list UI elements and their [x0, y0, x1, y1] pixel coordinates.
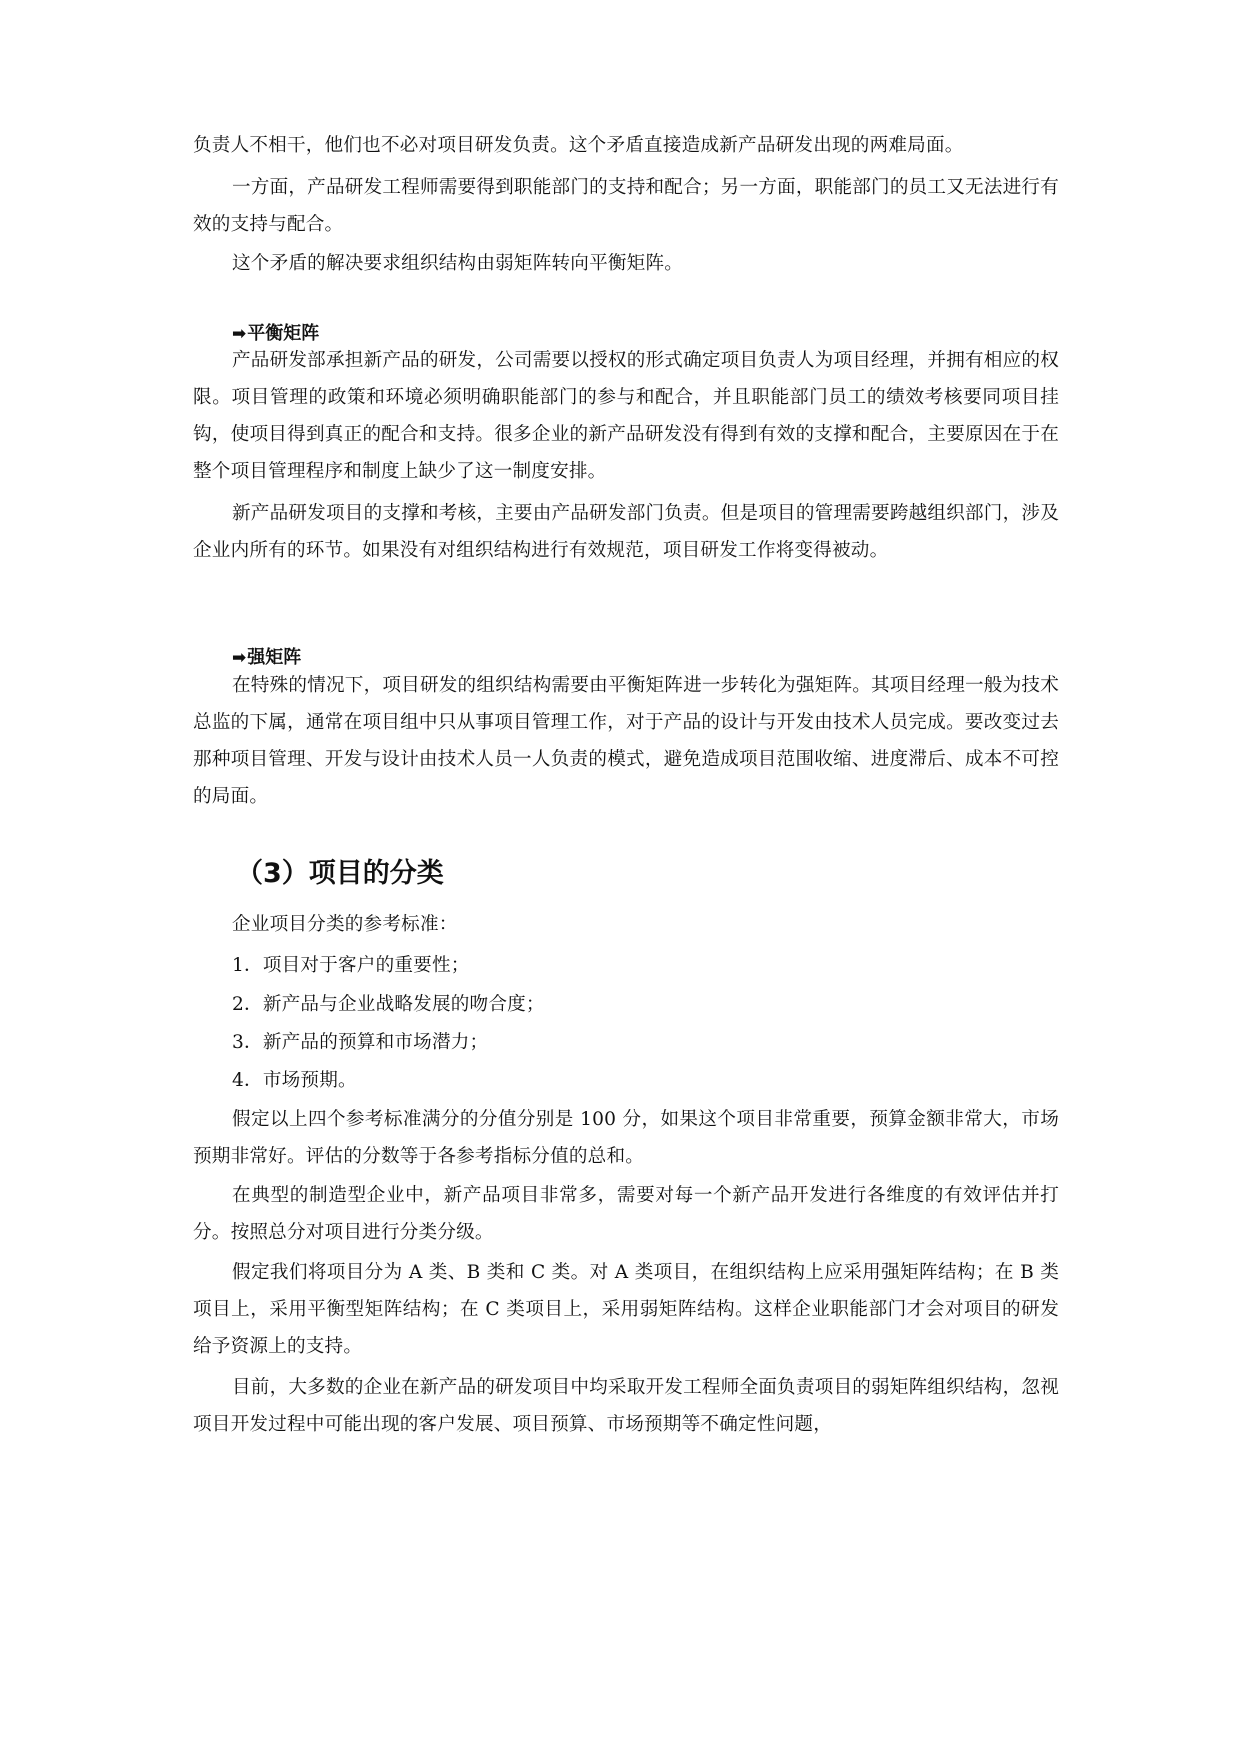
- paragraph-5: 新产品研发项目的支撑和考核，主要由产品研发部门负责。但是项目的管理需要跨越组织部门，涉及企业内所有的环节。如果没有对组织结构进行有效规范，项目研发工作将变得被动。: [193, 503, 1059, 561]
- right-arrow-icon: ➡: [232, 648, 247, 668]
- list-item-3: 3．新产品的预算和市场潜力；: [232, 1032, 489, 1053]
- paragraph-10: 假定我们将项目分为 A 类、B 类和 C 类。对 A 类项目，在组织结构上应采用强矩阵结构；在 B 类项目上，采用平衡型矩阵结构；在 C 类项目上，采用弱矩阵结构。这样企业职能部门才会对项目的研发给予资源上的支持。: [193, 1262, 1059, 1357]
- list-item-4: 4．市场预期。: [232, 1070, 357, 1091]
- paragraph-8: 假定以上四个参考标准满分的分值分别是 100 分，如果这个项目非常重要，预算金额非常大，市场预期非常好。评估的分数等于各参考指标分值的总和。: [193, 1109, 1059, 1167]
- subheading-label: 平衡矩阵: [247, 323, 320, 344]
- paragraph-9: 在典型的制造型企业中，新产品项目非常多，需要对每一个新产品开发进行各维度的有效评估并打分。按照总分对项目进行分类分级。: [193, 1185, 1059, 1243]
- list-item-2: 2．新产品与企业战略发展的吻合度；: [232, 994, 545, 1015]
- section-title: （3）项目的分类: [236, 858, 444, 889]
- subheading-label: 强矩阵: [247, 647, 302, 668]
- paragraph-3: 这个矛盾的解决要求组织结构由弱矩阵转向平衡矩阵。: [232, 253, 684, 274]
- list-item-1: 1．项目对于客户的重要性；: [232, 955, 470, 976]
- paragraph-1: 负责人不相干，他们也不必对项目研发负责。这个矛盾直接造成新产品研发出现的两难局面。: [193, 135, 964, 156]
- paragraph-4: 产品研发部承担新产品的研发，公司需要以授权的形式确定项目负责人为项目经理，并拥有相应的权限。项目管理的政策和环境必须明确职能部门的参与和配合，并且职能部门员工的绩效考核要同项目挂钩，使项目得到真正的配合和支持。很多企业的新产品研发没有得到有效的支撑和配合，主要原因在于在整个项目管理程序和制度上缺少了这一制度安排。: [193, 350, 1059, 482]
- right-arrow-icon: ➡: [232, 324, 247, 344]
- paragraph-11: 目前，大多数的企业在新产品的研发项目中均采取开发工程师全面负责项目的弱矩阵组织结构，忽视项目开发过程中可能出现的客户发展、项目预算、市场预期等不确定性问题，: [193, 1377, 1059, 1435]
- paragraph-2: 一方面，产品研发工程师需要得到职能部门的支持和配合；另一方面，职能部门的员工又无法进行有效的支持与配合。: [193, 177, 1059, 235]
- paragraph-7: 企业项目分类的参考标准：: [232, 914, 458, 935]
- paragraph-6: 在特殊的情况下，项目研发的组织结构需要由平衡矩阵进一步转化为强矩阵。其项目经理一般为技术总监的下属，通常在项目组中只从事项目管理工作，对于产品的设计与开发由技术人员完成。要改变过去那种项目管理、开发与设计由技术人员一人负责的模式，避免造成项目范围收缩、进度滞后、成本不可控的局面。: [193, 675, 1059, 807]
